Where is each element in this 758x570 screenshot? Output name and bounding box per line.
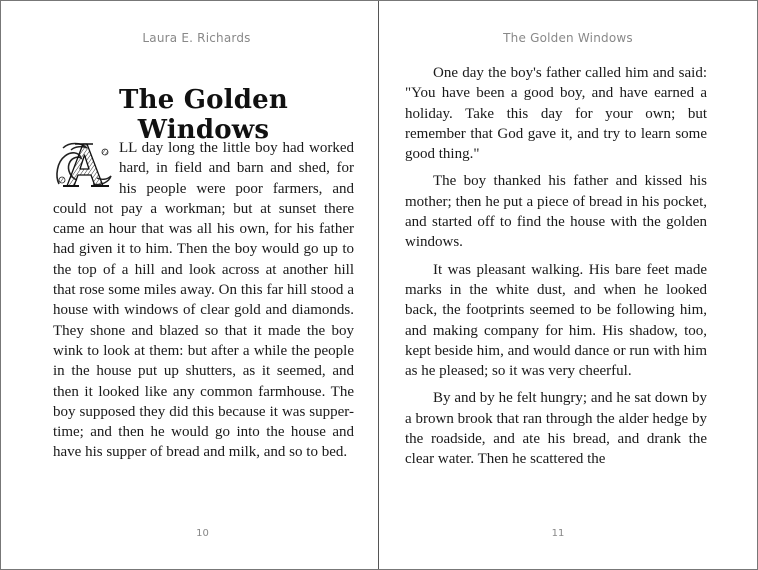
- opening-paragraph-text: LL day long the little boy had worked hard, in field and barn and shed, for his people were poor farmers, and could not pay a workman; but at sunset there came an hour that was all his own, for his father had given it to him. Then the boy would go up to the top of a hill and look across at another hill that rose some miles away. On this far hill stood a house with windows of clear gold and diamonds. They shone and blazed so that it made the boy wink to look at them: but after a while the people in the house put up shutters, as it seemed, and then it looked like any common farmhouse. The boy supposed they did this because it was supper-time; and then he would go into the house and have his supper of bread and milk, and so to bed.: [53, 140, 354, 461]
- paragraph: One day the boy's father called him and said: "You have been a good boy, and have earned a holiday. Take this day for your own; but remember that God gave it, and try to learn some good thing.": [405, 65, 707, 163]
- chapter-title: The Golden Windows: [119, 85, 288, 145]
- right-page-number: 11: [551, 528, 565, 539]
- right-page-header-title: The Golden Windows: [503, 31, 633, 45]
- left-page[interactable]: [1, 1, 378, 569]
- paragraph: The boy thanked his father and kissed his mother; then he put a piece of bread in his pocket, and started off to find the house with the golden windows.: [405, 173, 707, 251]
- right-page-body: [405, 63, 707, 477]
- paragraph: By and by he felt hungry; and he sat down by a brown brook that ran through the alder hedge by the roadside, and ate his bread, and drank the clear water. Then he scattered the: [405, 390, 707, 468]
- decorative-dropcap-a: [53, 140, 115, 190]
- left-page-number: 10: [196, 528, 209, 539]
- left-page-header-author: Laura E. Richards: [142, 31, 251, 45]
- left-page-body: [53, 138, 354, 463]
- opening-paragraph: [53, 138, 354, 463]
- right-page[interactable]: [379, 1, 757, 569]
- paragraph: It was pleasant walking. His bare feet made marks in the white dust, and when he looked back, the footprints seemed to be following him, and making company for him. His shadow, too, kept beside him, and would dance or run with him as he pleased; so it was very cheerful.: [405, 261, 707, 380]
